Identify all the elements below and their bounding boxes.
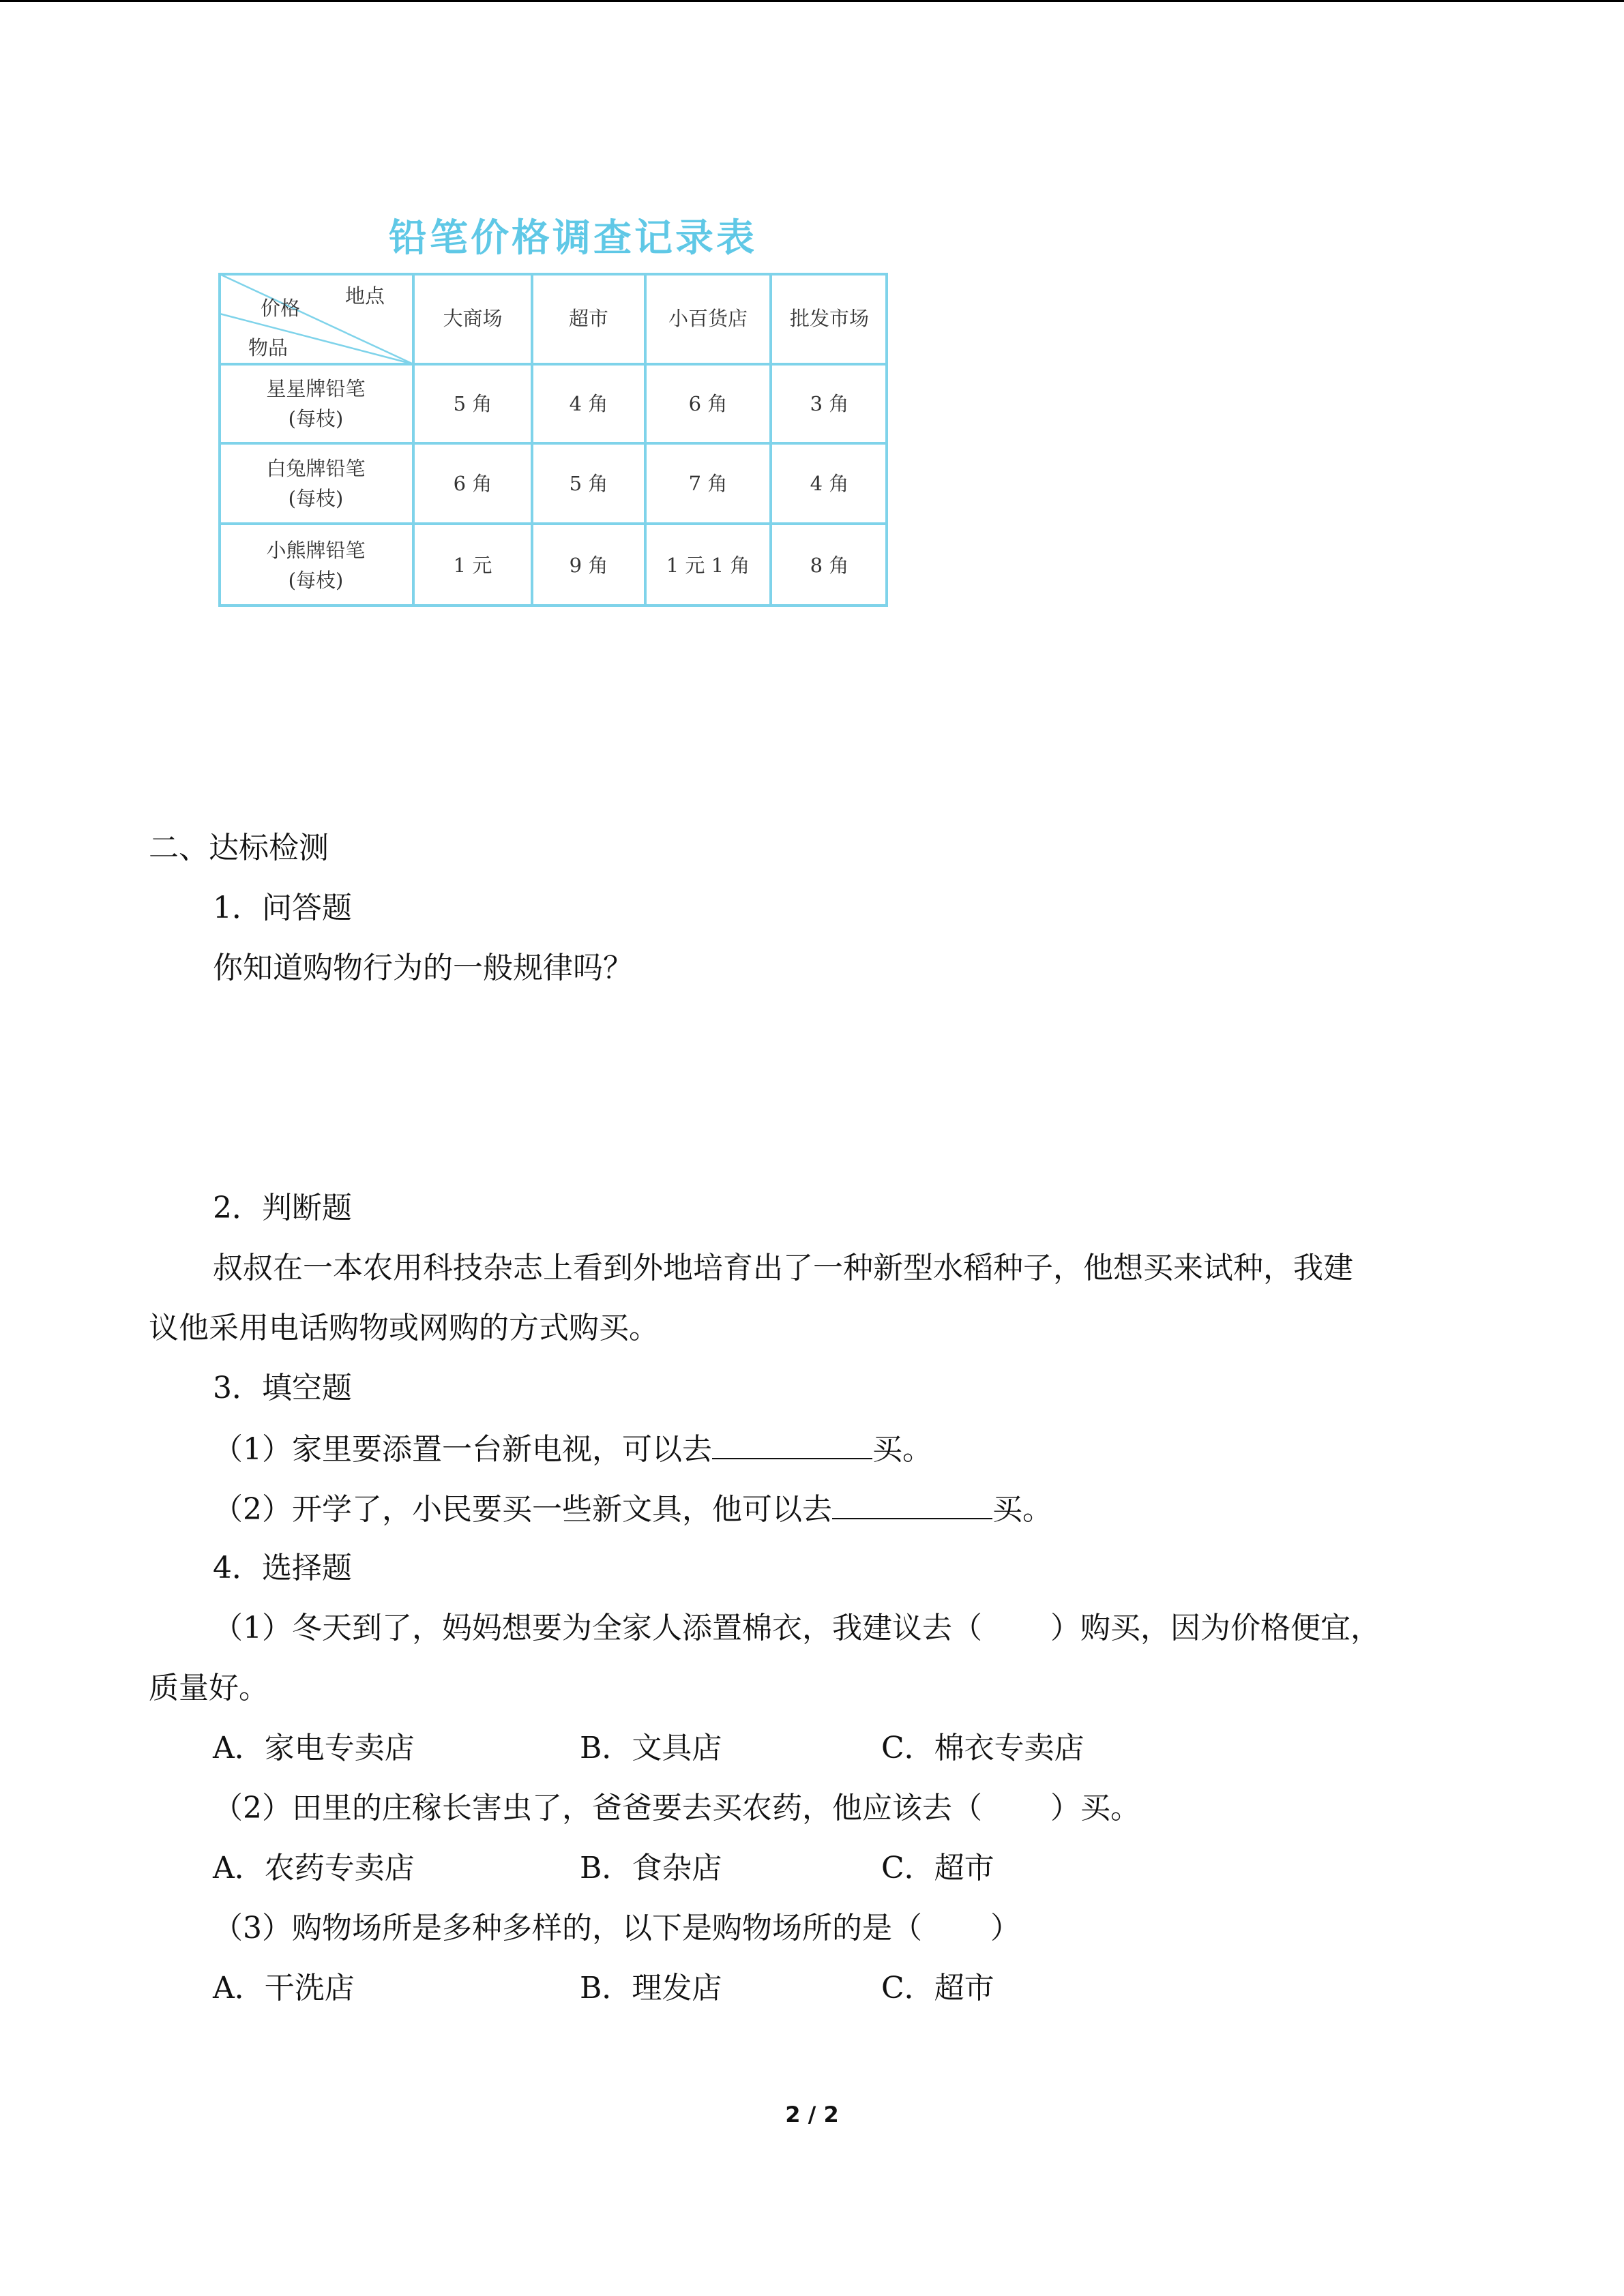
option-c: C．超市 — [881, 1971, 994, 2006]
fill-item-1 — [213, 1428, 932, 1470]
option-a: A．农药专卖店 — [213, 1851, 415, 1885]
option-a: A．家电专卖店 — [213, 1731, 415, 1765]
table-cell: 4 角 — [810, 472, 849, 495]
table-cell: 5 角 — [569, 472, 608, 495]
question-1-text: 你知道购物行为的一般规律吗？ — [213, 951, 633, 985]
question-1-title: 1．问答题 — [213, 891, 352, 925]
diag-label-item: 物品 — [248, 336, 289, 359]
price-table-title: 铅笔价格调查记录表 — [389, 216, 757, 260]
row-item-unit: (每枝) — [288, 487, 344, 510]
fill-item-2-after: 买。 — [992, 1492, 1052, 1527]
choice-item-1 — [213, 1608, 1381, 1649]
row-header — [218, 524, 413, 607]
choice-item-1-after: ）购买，因为价格便宜， — [1050, 1611, 1381, 1645]
answer-blank[interactable] — [832, 1488, 992, 1519]
fill-item-2-before: （2）开学了，小民要买一些新文具，他可以去 — [213, 1492, 832, 1527]
question-2-line-1: 叔叔在一本农用科技杂志上看到外地培育出了一种新型水稻种子，他想买来试种，我建 — [213, 1251, 1353, 1285]
fill-item-1-before: （1）家里要添置一台新电视，可以去 — [213, 1432, 712, 1467]
column-header: 超市 — [568, 307, 608, 330]
option-c: C．棉衣专卖店 — [881, 1731, 1084, 1765]
option-b: B．文具店 — [580, 1731, 722, 1765]
choice-item-1-line-2: 质量好。 — [149, 1671, 269, 1705]
table-cell: 6 角 — [453, 472, 492, 495]
section-heading: 二、达标检测 — [149, 831, 329, 865]
table-cell: 7 角 — [688, 472, 728, 495]
row-item-name: 星星牌铅笔 — [266, 377, 366, 400]
row-item-name: 小熊牌铅笔 — [266, 539, 366, 562]
row-item-name: 白兔牌铅笔 — [266, 457, 366, 480]
diag-label-price: 价格 — [261, 297, 301, 320]
row-header — [218, 443, 413, 524]
row-item-unit: (每枝) — [288, 407, 344, 430]
question-4-title: 4．选择题 — [213, 1551, 352, 1585]
choice-item-2 — [213, 1788, 1140, 1829]
column-header: 大商场 — [443, 307, 503, 330]
option-b: B．理发店 — [580, 1971, 722, 2006]
table-cell: 9 角 — [569, 554, 608, 577]
table-cell: 3 角 — [810, 392, 849, 415]
table-cell: 4 角 — [569, 392, 608, 415]
column-header: 批发市场 — [789, 307, 869, 330]
option-a: A．干洗店 — [213, 1971, 355, 2006]
top-border-line — [0, 0, 1624, 2]
table-cell: 6 角 — [688, 392, 728, 415]
option-c: C．超市 — [881, 1851, 994, 1885]
table-cell: 1 元 1 角 — [666, 554, 750, 577]
table-cell: 5 角 — [453, 392, 492, 415]
question-2-line-2: 议他采用电话购物或网购的方式购买。 — [149, 1311, 659, 1345]
choice-item-2-before: （2）田里的庄稼长害虫了，爸爸要去买农药，他应该去（ — [213, 1791, 982, 1825]
choice-item-3-before: （3）购物场所是多种多样的，以下是购物场所的是（ — [213, 1911, 922, 1945]
choice-item-3 — [213, 1908, 1020, 1949]
option-b: B．食杂店 — [580, 1851, 722, 1885]
table-cell: 8 角 — [810, 554, 849, 577]
diag-label-place: 地点 — [345, 284, 385, 308]
choice-item-3-after: ） — [990, 1911, 1020, 1945]
price-survey-table — [218, 273, 888, 607]
column-header: 小百货店 — [668, 307, 748, 330]
question-3-title: 3．填空题 — [213, 1371, 352, 1405]
answer-blank[interactable] — [712, 1428, 872, 1459]
choice-item-1-before: （1）冬天到了，妈妈想要为全家人添置棉衣，我建议去（ — [213, 1611, 982, 1645]
choice-item-2-after: ）买。 — [1050, 1791, 1140, 1825]
row-header — [218, 364, 413, 443]
table-cell: 1 元 — [453, 554, 492, 577]
page-number: 2 / 2 — [785, 2102, 839, 2128]
row-item-unit: (每枝) — [288, 569, 344, 592]
question-2-title: 2．判断题 — [213, 1191, 352, 1225]
fill-item-2 — [213, 1488, 1052, 1530]
fill-item-1-after: 买。 — [872, 1432, 932, 1467]
